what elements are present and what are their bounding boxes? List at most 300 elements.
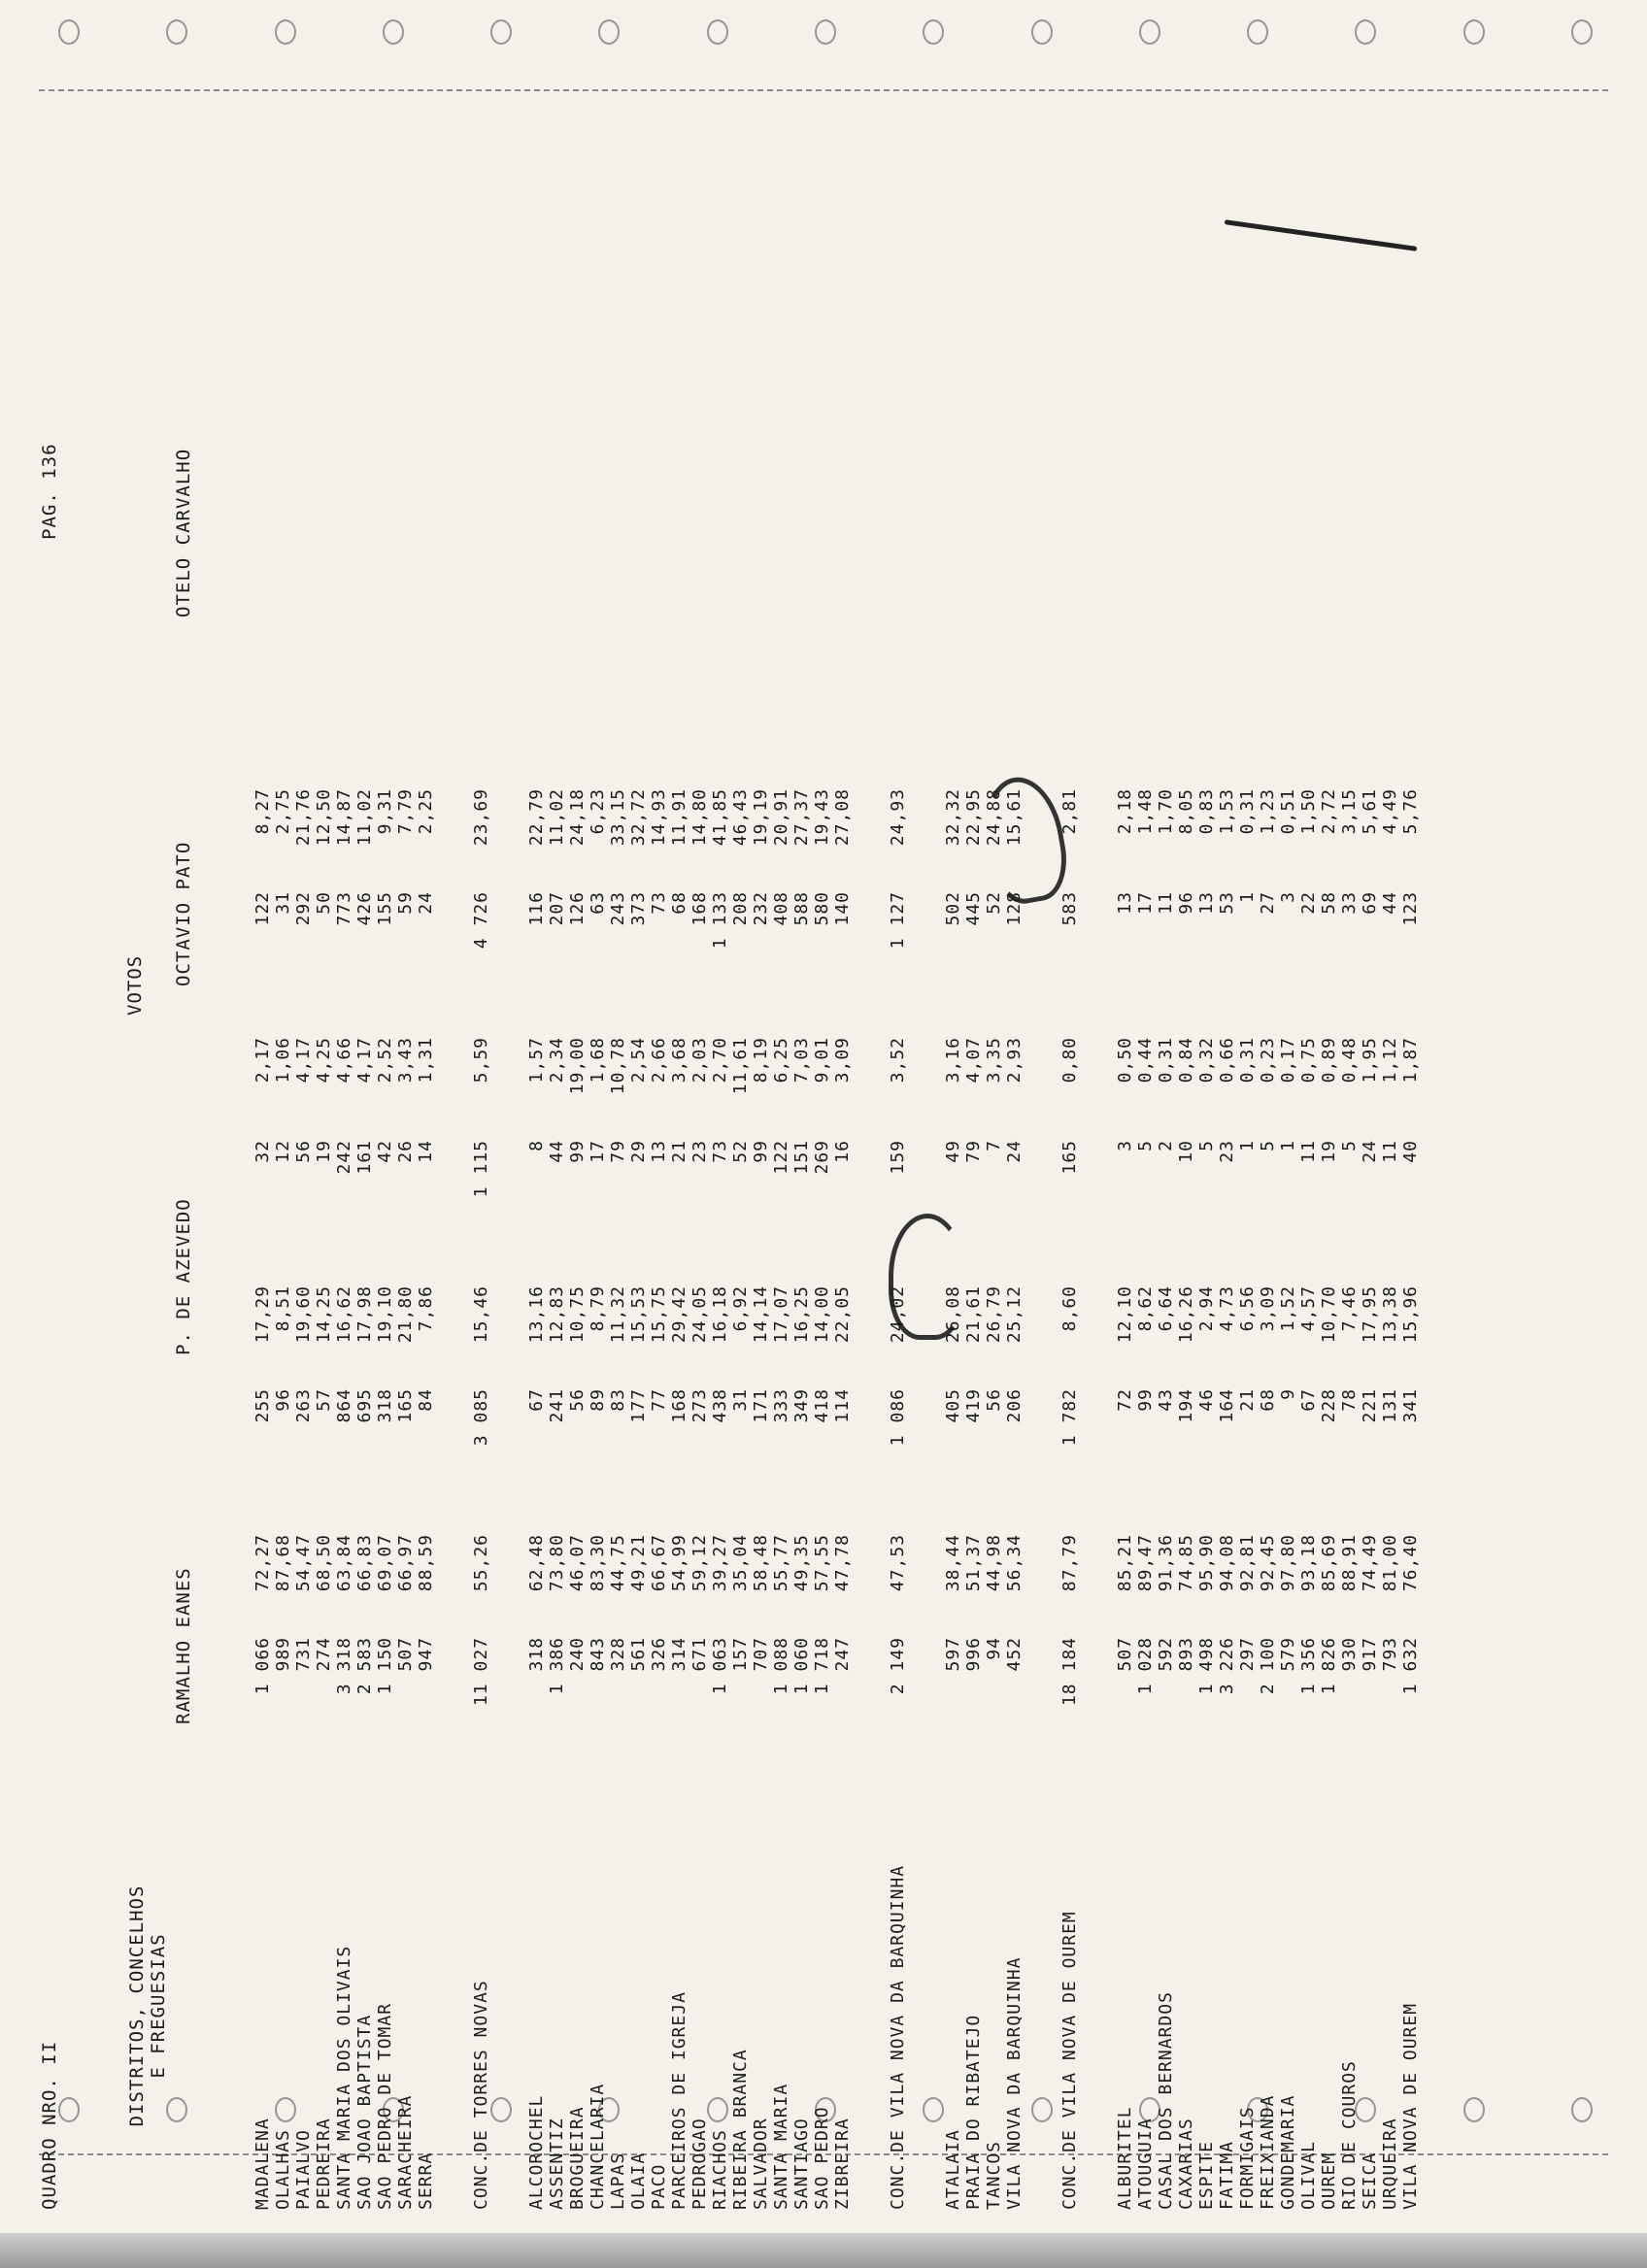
vote-percent: 13,16: [526, 1285, 547, 1344]
vote-count: 1 028: [1135, 1637, 1156, 1695]
vote-count: 31: [730, 1388, 751, 1412]
freguesia-row: [375, 268, 395, 2210]
place-name: ZIBREIRA: [832, 2118, 853, 2210]
freguesia-row: [273, 268, 293, 2210]
vote-percent: 10,75: [567, 1285, 588, 1344]
vote-cell: [252, 1534, 273, 1763]
vote-percent: 3,09: [832, 1037, 853, 1084]
vote-count: 165: [395, 1388, 416, 1423]
vote-percent: 3,16: [943, 1037, 963, 1084]
vote-count: 579: [1278, 1637, 1298, 1672]
vote-count: 72: [1115, 1388, 1135, 1412]
place-name: LAPAS: [608, 2151, 628, 2210]
vote-count: 63: [588, 891, 608, 915]
vote-cell: [416, 788, 436, 1017]
vote-percent: 94,08: [1217, 1534, 1237, 1592]
vote-percent: 1,06: [273, 1037, 293, 1084]
vote-percent: 1,31: [416, 1037, 436, 1084]
vote-cell: [771, 1285, 791, 1515]
freguesia-row: [1115, 268, 1135, 2210]
vote-percent: 74,49: [1360, 1534, 1380, 1592]
vote-count: 3: [1115, 1140, 1135, 1151]
vote-cell: [608, 788, 628, 1017]
freguesia-row: [1278, 268, 1298, 2210]
vote-percent: 0,66: [1217, 1037, 1237, 1084]
freguesia-row: [1400, 268, 1421, 2210]
vote-percent: 0,44: [1135, 1037, 1156, 1084]
vote-cell: [1298, 788, 1319, 1017]
vote-cell: [1217, 1285, 1237, 1515]
vote-count: 597: [943, 1637, 963, 1672]
freguesia-row: [771, 268, 791, 2210]
freguesia-row: [1298, 268, 1319, 2210]
vote-percent: 5,61: [1360, 788, 1380, 835]
vote-cell: [812, 788, 832, 1017]
vote-count: 73: [710, 1140, 730, 1163]
vote-percent: 0,31: [1237, 788, 1258, 835]
vote-percent: 14,00: [812, 1285, 832, 1344]
place-name: PAIALVO: [293, 2129, 314, 2210]
concelho-total-row: [1059, 268, 1080, 2210]
vote-percent: 46,07: [567, 1534, 588, 1592]
vote-percent: 73,80: [547, 1534, 567, 1592]
vote-cell: [252, 1285, 273, 1515]
vote-cell: [1278, 788, 1298, 1017]
vote-cell: [1237, 1037, 1258, 1266]
vote-count: 171: [751, 1388, 771, 1423]
vote-percent: 19,10: [375, 1285, 395, 1344]
vote-cell: [1400, 788, 1421, 1017]
vote-cell: [751, 788, 771, 1017]
vote-cell: [888, 788, 908, 1017]
place-name: RIACHOS: [710, 2129, 730, 2210]
vote-cell: [649, 1037, 669, 1266]
freguesia-row: [395, 268, 416, 2210]
vote-cell: [812, 1534, 832, 1763]
vote-percent: 8,62: [1135, 1285, 1156, 1332]
vote-count: 1 782: [1059, 1388, 1080, 1447]
freguesia-row: [730, 268, 751, 2210]
place-name: URQUEIRA: [1380, 2118, 1400, 2210]
vote-cell: [689, 1534, 710, 1763]
place-name: SANTA MARIA DOS OLIVAIS: [334, 1945, 354, 2210]
vote-percent: 24,05: [689, 1285, 710, 1344]
vote-percent: 51,37: [963, 1534, 984, 1592]
vote-percent: 24,88: [984, 788, 1004, 847]
freguesia-row: [669, 268, 689, 2210]
vote-count: 263: [293, 1388, 314, 1423]
vote-count: 269: [812, 1140, 832, 1175]
vote-count: 255: [252, 1388, 273, 1423]
vote-percent: 95,90: [1196, 1534, 1217, 1592]
place-name: SERRA: [416, 2151, 436, 2210]
vote-count: 232: [751, 891, 771, 926]
vote-cell: [1237, 1285, 1258, 1515]
vote-count: 1 060: [791, 1637, 812, 1695]
vote-count: 438: [710, 1388, 730, 1423]
vote-percent: 81,00: [1380, 1534, 1400, 1592]
freguesia-row: [526, 268, 547, 2210]
vote-cell: [526, 1285, 547, 1515]
vote-cell: [1319, 1037, 1339, 1266]
vote-cell: [984, 1285, 1004, 1515]
vote-cell: [1339, 1285, 1360, 1515]
vote-cell: [416, 1285, 436, 1515]
vote-percent: 3,35: [984, 1037, 1004, 1084]
vote-count: 58: [1319, 891, 1339, 915]
vote-count: 1 063: [710, 1637, 730, 1695]
freguesia-row: [293, 268, 314, 2210]
place-name: TANCOS: [984, 2140, 1004, 2210]
vote-percent: 4,49: [1380, 788, 1400, 835]
vote-cell: [1156, 788, 1176, 1017]
vote-percent: 88,91: [1339, 1534, 1360, 1592]
place-name: ASSENTIZ: [547, 2118, 567, 2210]
vote-count: 40: [1400, 1140, 1421, 1163]
vote-percent: 6,64: [1156, 1285, 1176, 1332]
vote-cell: [1278, 1534, 1298, 1763]
vote-cell: [471, 788, 491, 1017]
vote-cell: [1319, 788, 1339, 1017]
vote-cell: [1339, 1037, 1360, 1266]
vote-percent: 4,25: [314, 1037, 334, 1084]
vote-cell: [751, 1285, 771, 1515]
vote-count: 731: [293, 1637, 314, 1672]
freguesia-row: [1380, 268, 1400, 2210]
vote-cell: [567, 1534, 588, 1763]
vote-percent: 21,61: [963, 1285, 984, 1344]
vote-cell: [943, 1037, 963, 1266]
vote-count: 13: [1196, 891, 1217, 915]
place-name: RIBEIRA BRANCA: [730, 2049, 751, 2210]
vote-percent: 85,69: [1319, 1534, 1339, 1592]
vote-count: 2 100: [1258, 1637, 1278, 1695]
vote-percent: 15,61: [1004, 788, 1025, 847]
freguesia-row: [567, 268, 588, 2210]
vote-count: 99: [751, 1140, 771, 1163]
vote-percent: 23,69: [471, 788, 491, 847]
vote-count: 314: [669, 1637, 689, 1672]
vote-cell: [888, 1285, 908, 1515]
vote-count: 1: [1237, 891, 1258, 903]
vote-cell: [791, 1037, 812, 1266]
vote-cell: [1115, 1037, 1135, 1266]
vote-percent: 4,57: [1298, 1285, 1319, 1332]
vote-cell: [832, 788, 853, 1017]
vote-percent: 76,40: [1400, 1534, 1421, 1592]
vote-cell: [334, 1037, 354, 1266]
vote-percent: 2,75: [273, 788, 293, 835]
vote-cell: [1059, 788, 1080, 1017]
vote-count: 194: [1176, 1388, 1196, 1423]
vote-percent: 68,50: [314, 1534, 334, 1592]
vote-count: 419: [963, 1388, 984, 1423]
vote-percent: 49,35: [791, 1534, 812, 1592]
place-name: ATOUGUIA: [1135, 2118, 1156, 2210]
row-spacer: [853, 268, 888, 2210]
vote-percent: 21,80: [395, 1285, 416, 1344]
vote-percent: 27,37: [791, 788, 812, 847]
row-spacer: [436, 268, 471, 2210]
vote-count: 168: [689, 891, 710, 926]
vote-count: 341: [1400, 1388, 1421, 1423]
column-header-line2: E FREGUESIAS: [148, 1933, 169, 2079]
vote-percent: 26,08: [943, 1285, 963, 1344]
vote-percent: 15,46: [471, 1285, 491, 1344]
freguesia-row: [1176, 268, 1196, 2210]
vote-count: 96: [1176, 891, 1196, 915]
vote-count: 917: [1360, 1637, 1380, 1672]
vote-count: 206: [1004, 1388, 1025, 1423]
place-name: OLAIA: [628, 2151, 649, 2210]
vote-count: 57: [314, 1388, 334, 1412]
vote-percent: 14,14: [751, 1285, 771, 1344]
vote-percent: 11,61: [730, 1037, 751, 1095]
vote-cell: [547, 1037, 567, 1266]
vote-cell: [314, 788, 334, 1017]
vote-count: 79: [608, 1140, 628, 1163]
vote-count: 21: [669, 1140, 689, 1163]
vote-cell: [1135, 1285, 1156, 1515]
vote-percent: 10,78: [608, 1037, 628, 1095]
vote-count: 67: [526, 1388, 547, 1412]
place-name: PEDROGAO: [689, 2118, 710, 2210]
vote-cell: [730, 1285, 751, 1515]
vote-percent: 7,86: [416, 1285, 436, 1332]
vote-count: 18 184: [1059, 1637, 1080, 1707]
vote-percent: 0,80: [1059, 1037, 1080, 1084]
vote-cell: [689, 788, 710, 1017]
vote-percent: 91,36: [1156, 1534, 1176, 1592]
vote-percent: 0,31: [1156, 1037, 1176, 1084]
vote-count: 452: [1004, 1637, 1025, 1672]
vote-count: 19: [314, 1140, 334, 1163]
vote-count: 59: [395, 891, 416, 915]
vote-count: 56: [293, 1140, 314, 1163]
vote-cell: [1059, 1285, 1080, 1515]
vote-cell: [1258, 1285, 1278, 1515]
vote-count: 408: [771, 891, 791, 926]
vote-cell: [628, 1534, 649, 1763]
vote-percent: 66,83: [354, 1534, 375, 1592]
vote-count: 52: [984, 891, 1004, 915]
vote-count: 1 386: [547, 1637, 567, 1695]
vote-percent: 58,48: [751, 1534, 771, 1592]
vote-count: 19: [1319, 1140, 1339, 1163]
vote-count: 116: [526, 891, 547, 926]
vote-count: 583: [1059, 891, 1080, 926]
vote-cell: [791, 1534, 812, 1763]
votos-header: VOTOS: [124, 954, 146, 1016]
vote-percent: 35,04: [730, 1534, 751, 1592]
vote-cell: [751, 1037, 771, 1266]
vote-count: 99: [1135, 1388, 1156, 1412]
vote-percent: 32,32: [943, 788, 963, 847]
vote-cell: [710, 1534, 730, 1763]
vote-count: 297: [1237, 1637, 1258, 1672]
vote-cell: [1380, 788, 1400, 1017]
vote-percent: 2,18: [1115, 788, 1135, 835]
vote-cell: [1258, 788, 1278, 1017]
vote-cell: [771, 1037, 791, 1266]
vote-cell: [1400, 1534, 1421, 1763]
vote-cell: [1380, 1534, 1400, 1763]
vote-count: 33: [1339, 891, 1360, 915]
vote-count: 164: [1217, 1388, 1237, 1423]
vote-count: 165: [1059, 1140, 1080, 1175]
vote-cell: [669, 788, 689, 1017]
vote-count: 43: [1156, 1388, 1176, 1412]
vote-cell: [608, 1037, 628, 1266]
freguesia-row: [416, 268, 436, 2210]
vote-count: 1 088: [771, 1637, 791, 1695]
vote-percent: 55,77: [771, 1534, 791, 1592]
place-name: FORMIGAIS: [1237, 2106, 1258, 2210]
vote-cell: [547, 788, 567, 1017]
vote-percent: 6,56: [1237, 1285, 1258, 1332]
vote-percent: 1,12: [1380, 1037, 1400, 1084]
vote-cell: [1156, 1037, 1176, 1266]
vote-percent: 14,25: [314, 1285, 334, 1344]
vote-cell: [1176, 788, 1196, 1017]
vote-count: 273: [689, 1388, 710, 1423]
vote-percent: 32,72: [628, 788, 649, 847]
vote-cell: [730, 1534, 751, 1763]
vote-count: 161: [354, 1140, 375, 1175]
vote-cell: [943, 1534, 963, 1763]
vote-cell: [751, 1534, 771, 1763]
vote-count: 333: [771, 1388, 791, 1423]
vote-percent: 54,47: [293, 1534, 314, 1592]
vote-count: 893: [1176, 1637, 1196, 1672]
vote-cell: [293, 1534, 314, 1763]
place-name: SANTIAGO: [791, 2118, 812, 2210]
vote-count: 159: [888, 1140, 908, 1175]
vote-percent: 24,18: [567, 788, 588, 847]
vote-count: 177: [628, 1388, 649, 1423]
vote-percent: 4,17: [354, 1037, 375, 1084]
vote-percent: 0,32: [1196, 1037, 1217, 1084]
vote-cell: [526, 788, 547, 1017]
place-name: PACO: [649, 2163, 669, 2210]
vote-cell: [1004, 788, 1025, 1017]
vote-cell: [1135, 788, 1156, 1017]
vote-cell: [273, 1285, 293, 1515]
vote-percent: 3,15: [1339, 788, 1360, 835]
vote-cell: [1360, 788, 1380, 1017]
vote-count: 16: [832, 1140, 853, 1163]
vote-percent: 8,60: [1059, 1285, 1080, 1332]
vote-cell: [395, 1534, 416, 1763]
place-name: RIO DE COUROS: [1339, 2060, 1360, 2210]
row-spacer: [491, 268, 526, 2210]
vote-count: 50: [314, 891, 334, 915]
freguesia-row: [689, 268, 710, 2210]
vote-cell: [395, 1037, 416, 1266]
vote-percent: 69,07: [375, 1534, 395, 1592]
vote-cell: [1115, 1534, 1135, 1763]
vote-percent: 0,84: [1176, 1037, 1196, 1084]
vote-count: 947: [416, 1637, 436, 1672]
vote-cell: [1380, 1285, 1400, 1515]
vote-percent: 8,19: [751, 1037, 771, 1084]
vote-percent: 1,52: [1278, 1285, 1298, 1332]
vote-percent: 1,48: [1135, 788, 1156, 835]
vote-count: 3 226: [1217, 1637, 1237, 1695]
vote-count: 157: [730, 1637, 751, 1672]
vote-percent: 6,92: [730, 1285, 751, 1332]
vote-cell: [588, 1285, 608, 1515]
vote-cell: [628, 1285, 649, 1515]
vote-count: 67: [1298, 1388, 1319, 1412]
vote-count: 21: [1237, 1388, 1258, 1412]
vote-cell: [252, 1037, 273, 1266]
vote-count: 123: [1400, 891, 1421, 926]
vote-percent: 2,25: [416, 788, 436, 835]
freguesia-row: [791, 268, 812, 2210]
freguesia-row: [710, 268, 730, 2210]
vote-percent: 66,97: [395, 1534, 416, 1592]
vote-cell: [649, 788, 669, 1017]
vote-count: 1 086: [888, 1388, 908, 1447]
vote-percent: 89,47: [1135, 1534, 1156, 1592]
vote-count: 79: [963, 1140, 984, 1163]
vote-percent: 66,67: [649, 1534, 669, 1592]
freguesia-row: [832, 268, 853, 2210]
vote-percent: 2,17: [252, 1037, 273, 1084]
vote-percent: 3,68: [669, 1037, 689, 1084]
vote-count: 49: [943, 1140, 963, 1163]
vote-count: 405: [943, 1388, 963, 1423]
vote-cell: [547, 1534, 567, 1763]
vote-percent: 17,07: [771, 1285, 791, 1344]
vote-count: 843: [588, 1637, 608, 1672]
concelho-total-row: [888, 268, 908, 2210]
vote-count: 326: [649, 1637, 669, 1672]
place-name: BROGUEIRA: [567, 2106, 588, 2210]
quadro-label: QUADRO NRO. II: [39, 2040, 60, 2210]
place-name: OUREM: [1319, 2151, 1339, 2210]
vote-percent: 44,98: [984, 1534, 1004, 1592]
vote-cell: [588, 1534, 608, 1763]
vote-count: 1 127: [888, 891, 908, 950]
vote-cell: [1278, 1285, 1298, 1515]
vote-percent: 8,05: [1176, 788, 1196, 835]
candidate-header-eanes: RAMALHO EANES: [173, 1567, 194, 1724]
vote-cell: [628, 1037, 649, 1266]
freguesia-row: [588, 268, 608, 2210]
vote-cell: [314, 1037, 334, 1266]
vote-cell: [1115, 1285, 1135, 1515]
column-header-places: [126, 1802, 169, 2210]
place-name: CASAL DOS BERNARDOS: [1156, 1991, 1176, 2210]
vote-count: 1 498: [1196, 1637, 1217, 1695]
vote-count: 580: [812, 891, 832, 926]
vote-percent: 4,07: [963, 1037, 984, 1084]
vote-percent: 15,96: [1400, 1285, 1421, 1344]
place-name: SALVADOR: [751, 2118, 771, 2210]
vote-count: 592: [1156, 1637, 1176, 1672]
vote-percent: 22,05: [832, 1285, 853, 1344]
freguesia-row: [1156, 268, 1176, 2210]
vote-cell: [1196, 788, 1217, 1017]
row-spacer: [1080, 268, 1115, 2210]
freguesia-row: [1217, 268, 1237, 2210]
vote-percent: 9,31: [375, 788, 395, 835]
vote-percent: 83,30: [588, 1534, 608, 1592]
place-name: CAXARIAS: [1176, 2118, 1196, 2210]
vote-cell: [832, 1285, 853, 1515]
